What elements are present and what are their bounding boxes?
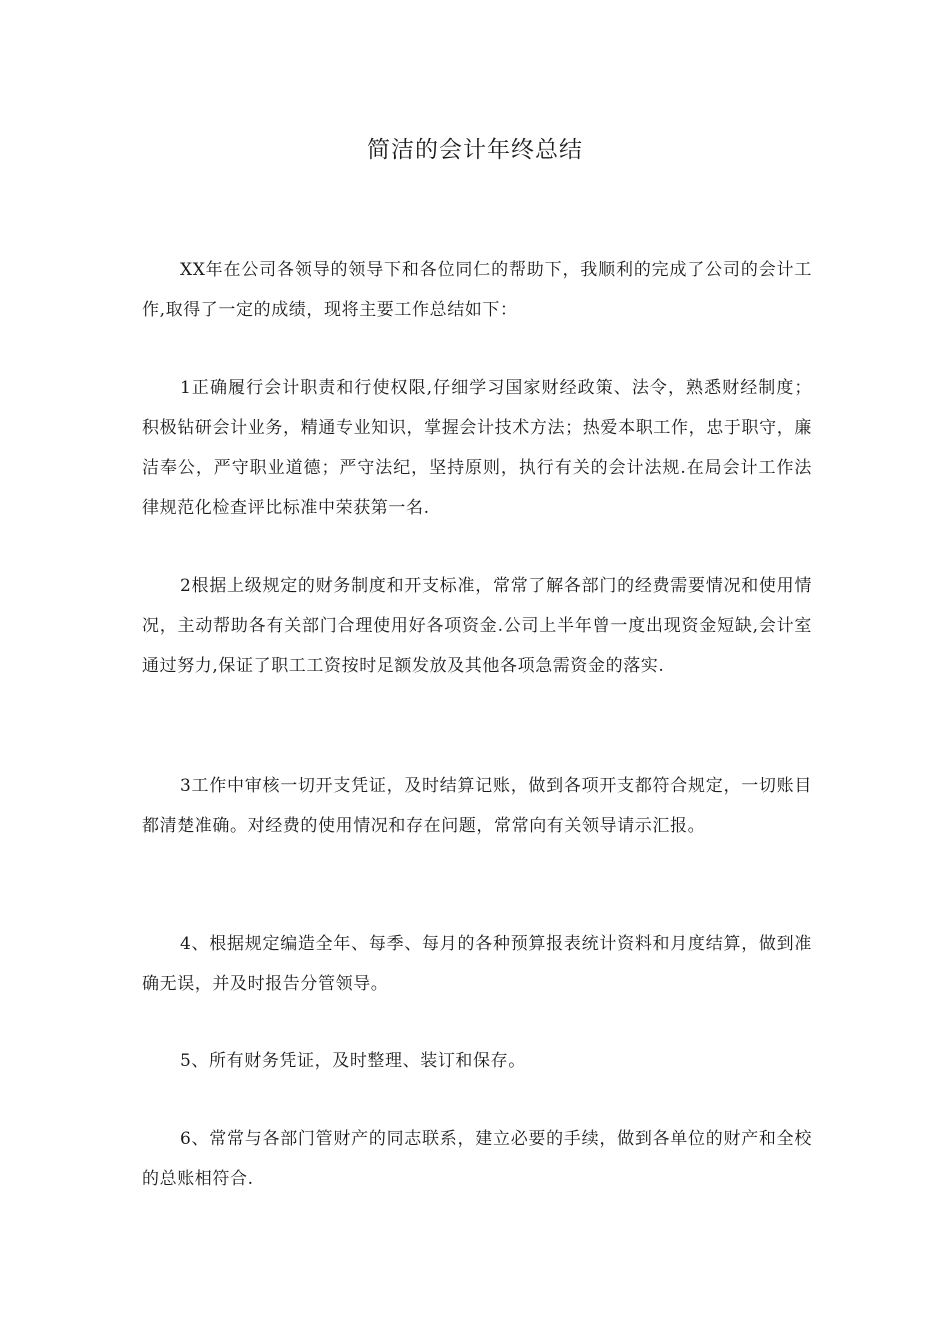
paragraph-item-3: 3工作中审核一切开支凭证，及时结算记账，做到各项开支都符合规定，一切账目都清楚准确。对经费的使用情况和存在问题，常常向有关领导请示汇报。 xyxy=(142,776,812,836)
paragraph-intro: XX年在公司各领导的领导下和各位同仁的帮助下，我顺利的完成了公司的会计工作,取得了一定的成绩，现将主要工作总结如下： xyxy=(142,260,812,320)
document-title: 简洁的会计年终总结 xyxy=(367,137,583,163)
paragraph-item-2: 2根据上级规定的财务制度和开支标准，常常了解各部门的经费需要情况和使用情况，主动帮助各有关部门合理使用好各项资金.公司上半年曾一度出现资金短缺,会计室通过努力,保证了职工工资按时足额发放及其他各项急需资金的落实. xyxy=(142,576,812,676)
paragraph-item-4: 4、根据规定编造全年、每季、每月的各种预算报表统计资料和月度结算，做到准确无误，并及时报告分管领导。 xyxy=(142,934,812,994)
paragraph-item-5: 5、所有财务凭证，及时整理、装订和保存。 xyxy=(180,1051,526,1071)
paragraph-item-6: 6、常常与各部门管财产的同志联系，建立必要的手续，做到各单位的财产和全校的总账相符合. xyxy=(142,1129,812,1189)
paragraph-item-1: 1正确履行会计职责和行使权限,仔细学习国家财经政策、法令，熟悉财经制度；积极钻研会计业务，精通专业知识，掌握会计技术方法；热爱本职工作，忠于职守，廉洁奉公，严守职业道德；严守法纪，坚持原则，执行有关的会计法规.在局会计工作法律规范化检查评比标准中荣获第一名. xyxy=(142,378,812,518)
